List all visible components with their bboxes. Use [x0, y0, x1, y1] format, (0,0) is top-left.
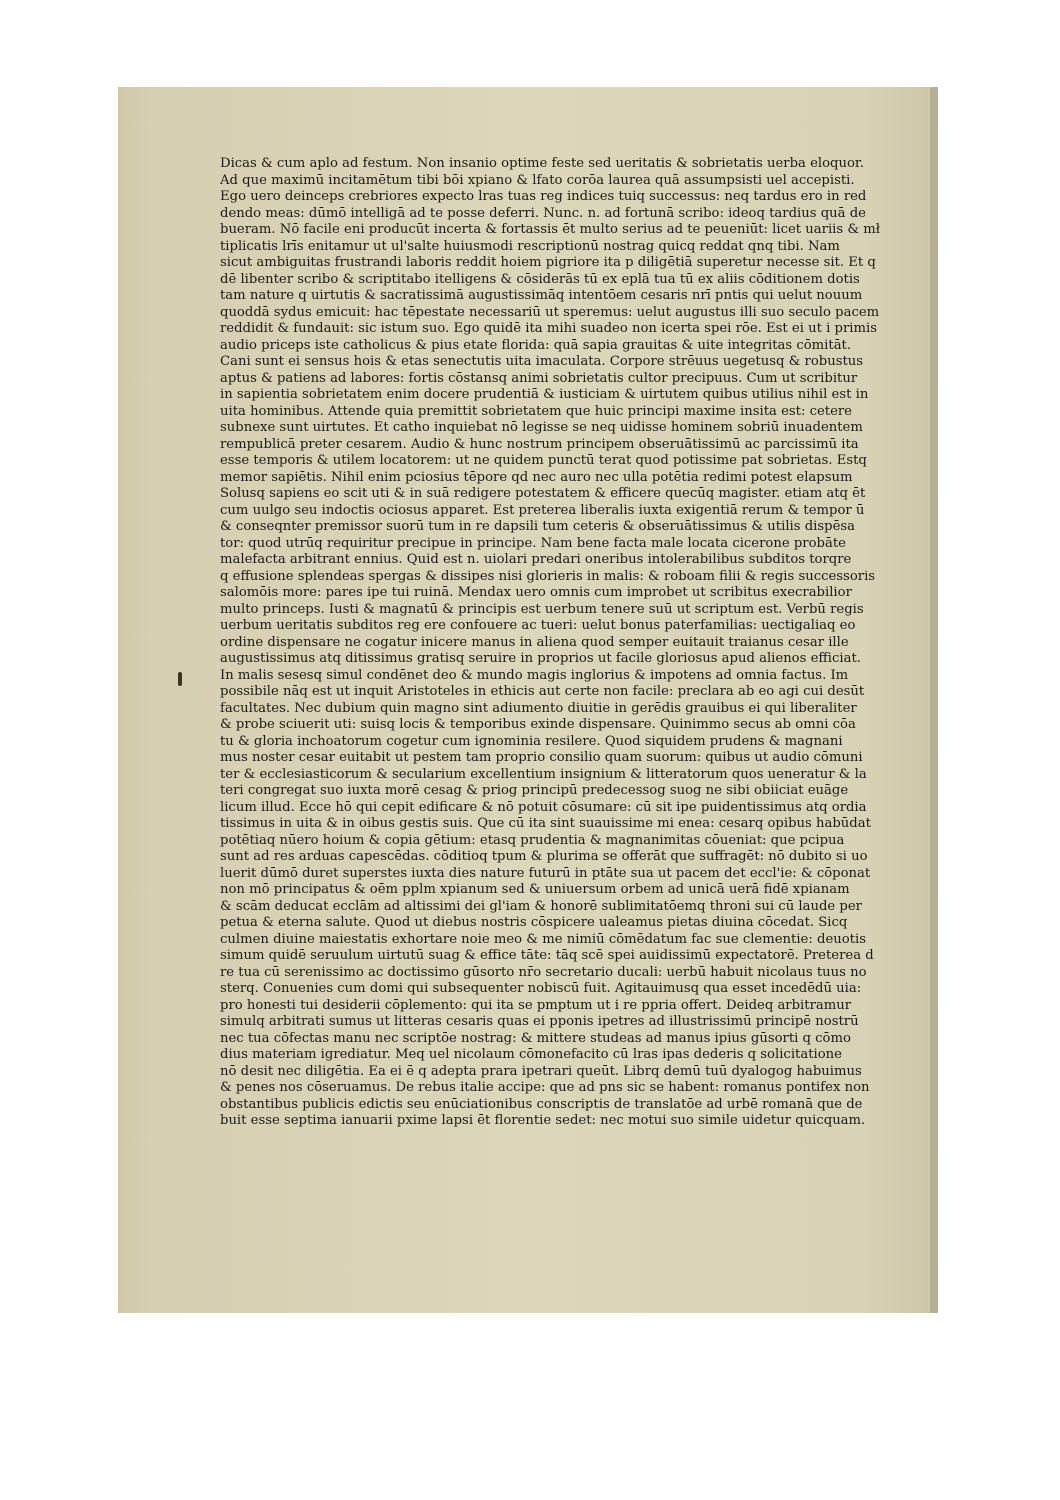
text-line: obstantibus publicis edictis seu enūciationibus conscriptis de translatōe ad urbē romanā que de — [220, 1096, 863, 1112]
text-line: tam nature q uirtutis & sacratissimā augustissimāq intentōem cesaris nrī pntis qui uelut nouum — [220, 288, 863, 303]
text-line: quoddā sydus emicuit: hac tēpestate necessariū ut speremus: uelut augustus illi suo seculo pacem — [220, 304, 880, 320]
text-line: augustissimus atq ditissimus gratisq seruire in proprios ut facile gloriosus apud alienos efficiat. — [220, 651, 861, 666]
page-edge — [930, 87, 938, 1313]
text-line: petua & eterna salute. Quod ut diebus nostris cōspicere ualeamus pietas diuina cōcedat. Sicq — [220, 915, 848, 930]
text-line: salomōis more: pares ipe tui ruinā. Mendax uero omnis cum improbet ut scribitus execrabilior — [220, 585, 852, 600]
text-line: rempublicā preter cesarem. Audio & hunc nostrum principem obseruātissimū ac parcissimū ita — [220, 436, 859, 452]
paper-sheet — [118, 87, 930, 1313]
text-line: culmen diuine maiestatis exhortare noie meo & me nimiū cōmēdatum fac sue clementie: deuotis — [220, 931, 866, 947]
margin-ink-mark — [178, 672, 182, 686]
text-line: simulq arbitrati sumus ut litteras cesaris quas ei pponis ipetres ad illustrissimū principē nostrū — [220, 1014, 859, 1029]
text-line: sunt ad res arduas capescēdas. cōditioq tpum & plurima se offerāt que suffragēt: nō dubito si uo — [220, 849, 868, 864]
text-line: & conseqnter premissor suorū tum in re dapsili tum ceteris & obseruātissimus & utilis dispēsa — [220, 519, 856, 534]
text-line: re tua cū serenissimo ac doctissimo gūsorto nr̄o secretario ducali: uerbū habuit nicolaus tuus no — [220, 964, 867, 980]
text-line: licum illud. Ecce hō qui cepit edificare & nō potuit cōsumare: cū sit ipe puidentissimus atq ordia — [220, 799, 867, 815]
printed-text-block — [220, 156, 910, 1130]
text-line: Ad que maximū incitamētum tibi bōi xpiano & lfato corōa laurea quā assumpsisti uel accepisti. — [220, 172, 855, 188]
text-line: tor: quod utrūq requiritur precipue in principe. Nam bene facta male locata cicerone probāte — [220, 535, 846, 551]
text-line: Ego uero deinceps crebriores expecto lras tuas reg indices tuiq successus: neq tardus ero in red — [220, 189, 867, 204]
text-line: sterq. Conuenies cum domi qui subsequenter nobiscū fuit. Agitauimusq qua esset incedēdū uia: — [220, 981, 862, 996]
text-line: subnexe sunt uirtutes. Et catho inquiebat nō legisse se neq uidisse hominem sobriū inuadentem — [220, 420, 863, 435]
text-line: tu & gloria inchoatorum cogetur cum ignominia resilere. Quod siquidem prudens & magnani — [220, 733, 843, 749]
text-line: buit esse septima ianuarii pxime lapsi ēt florentie sedet: nec motui suo simile uidetur quicquam. — [220, 1113, 866, 1128]
scanned-page-frame — [118, 87, 938, 1313]
text-line: nō desit nec diligētia. Ea ei ē q adepta prara ipetrari queūt. Librq demū tuū dyalogog habuimus — [220, 1063, 862, 1079]
text-line: & scām deducat ecclām ad altissimi dei gl'iam & honorē sublimitatōemq throni sui cū laude per — [220, 898, 862, 914]
text-line: simum quidē seruulum uirtutū suag & effice tāte: tāq scē spei auidissimū expectatorē. Preterea d — [220, 948, 874, 963]
text-line: & probe sciuerit uti: suisq locis & temporibus exinde dispensare. Quinimmo secus ab omni cōa — [220, 717, 856, 732]
text-line: Solusq sapiens eo scit uti & in suā redigere potestatem & efficere quecūq magister. etiam atq ēt — [220, 486, 866, 501]
text-line: in sapientia sobrietatem enim docere prudentiā & iusticiam & uirtutem quibus utilius nihil est in — [220, 387, 869, 402]
text-line: reddidit & fundauit: sic istum suo. Ego quidē ita mihi suadeo non icerta spei rōe. Est ei ut i primis — [220, 321, 877, 336]
text-line: tiplicatis lrīs enitamur ut ul'salte huiusmodi rescriptionū nostrag quicq reddat qnq tibi. Nam — [220, 238, 840, 254]
text-line: facultates. Nec dubium quin magno sint adiumento diuitie in gerēdis grauibus ei qui liberaliter — [220, 700, 857, 716]
text-line: esse temporis & utilem locatorem: ut ne quidem punctū terat quod potissime pat sobrietas. Estq — [220, 453, 867, 468]
text-line: potētiaq nūero hoium & copia gētium: etasq prudentia & magnanimitas cōueniat: que pcipua — [220, 832, 845, 848]
text-line: possibile nāq est ut inquit Aristoteles in ethicis aut certe non facile: preclara ab eo agi cui desūt — [220, 684, 865, 699]
text-line: multo princeps. Iusti & magnatū & principis est uerbum tenere suū ut scriptum est. Verbū regis — [220, 601, 864, 617]
text-line: nec tua cōfectas manu nec scriptōe nostrag: & mittere studeas ad manus ipius gūsorti q cōmo — [220, 1030, 851, 1046]
text-line: & penes nos cōseruamus. De rebus italie accipe: que ad pns sic se habent: romanus pontifex non — [220, 1080, 870, 1095]
text-line: Dicas & cum aplo ad festum. Non insanio optime feste sed ueritatis & sobrietatis uerba eloquor. — [220, 156, 864, 171]
text-line: sicut ambiguitas frustrandi laboris reddit hoiem pigriore ita p diligētiā superetur necesse sit. Et q — [220, 255, 876, 270]
text-line: ter & ecclesiasticorum & secularium excellentium insignium & litteratorum quos ueneratur & la — [220, 766, 867, 782]
text-line: Cani sunt ei sensus hois & etas senectutis uita imaculata. Corpore strēuus uegetusq & robustus — [220, 354, 864, 369]
text-line: tissimus in uita & in oibus gestis suis. Que cū ita sint suauissime mi enea: cesarq opibus habūdat — [220, 816, 871, 831]
text-line: q effusione splendeas spergas & dissipes nisi glorieris in malis: & roboam filii & regis successoris — [220, 568, 876, 584]
text-line: aptus & patiens ad labores: fortis cōstansq animi sobrietatis cultor precipuus. Cum ut scribitur — [220, 370, 858, 386]
text-line: memor sapiētis. Nihil enim pciosius tēpore qd nec auro nec ulla potētia redimi potest elapsum — [220, 469, 853, 485]
text-line: cum uulgo seu indoctis ociosus apparet. Est preterea liberalis iuxta exigentiā rerum & tempor ū — [220, 502, 865, 518]
text-line: teri congregat suo iuxta morē cesag & priog principū predecessog suog ne sibi obiiciat euāge — [220, 783, 849, 798]
text-line: luerit dūmō duret superstes iuxta dies nature futurū in ptāte sua ut pacem det eccl'ie: & cōponat — [220, 865, 871, 881]
text-line: mus noster cesar euitabit ut pestem tam proprio consilio quam suorum: quibus ut audio cōmuni — [220, 750, 863, 765]
text-line: dē libenter scribo & scriptitabo itelligens & cōsiderās tū ex eplā tua tū ex aliis cōditionem dotis — [220, 271, 860, 287]
text-line: dius materiam igrediatur. Meq uel nicolaum cōmonefacito cū lras ipas dederis q solicitatione — [220, 1047, 842, 1062]
text-line: malefacta arbitrant ennius. Quid est n. uiolari predari oneribus intolerabilibus subditos torqre — [220, 552, 852, 567]
text-line: In malis sesesq simul condēnet deo & mundo magis inglorius & impotens ad omnia factus. Im — [220, 667, 849, 683]
text-line: pro honesti tui desiderii cōplemento: qui ita se pmptum ut i re ppria offert. Deideq arbitramur — [220, 997, 852, 1013]
text-line: ordine dispensare ne cogatur inicere manus in aliena quod semper euitauit traianus cesar ille — [220, 634, 849, 650]
text-line: non mō principatus & oēm pplm xpianum sed & uniuersum orbem ad unicā uerā fidē xpianam — [220, 882, 850, 897]
text-line: uerbum ueritatis subditos reg ere confouere ac tueri: uelut bonus paterfamilias: uectigaliaq eo — [220, 618, 856, 633]
text-line: bueram. Nō facile eni producūt incerta & fortassis ēt multo serius ad te peueniūt: licet uariis & mł — [220, 222, 881, 237]
text-line: dendo meas: dūmō intelligā ad te posse deferri. Nunc. n. ad fortunā scribo: ideoq tardius quā de — [220, 205, 866, 221]
text-line: uita hominibus. Attende quia premittit sobrietatem que huic principi maxime insita est: cetere — [220, 403, 852, 419]
text-line: audio priceps iste catholicus & pius etate florida: quā sapia grauitas & uite integritas cōmitāt. — [220, 337, 852, 353]
